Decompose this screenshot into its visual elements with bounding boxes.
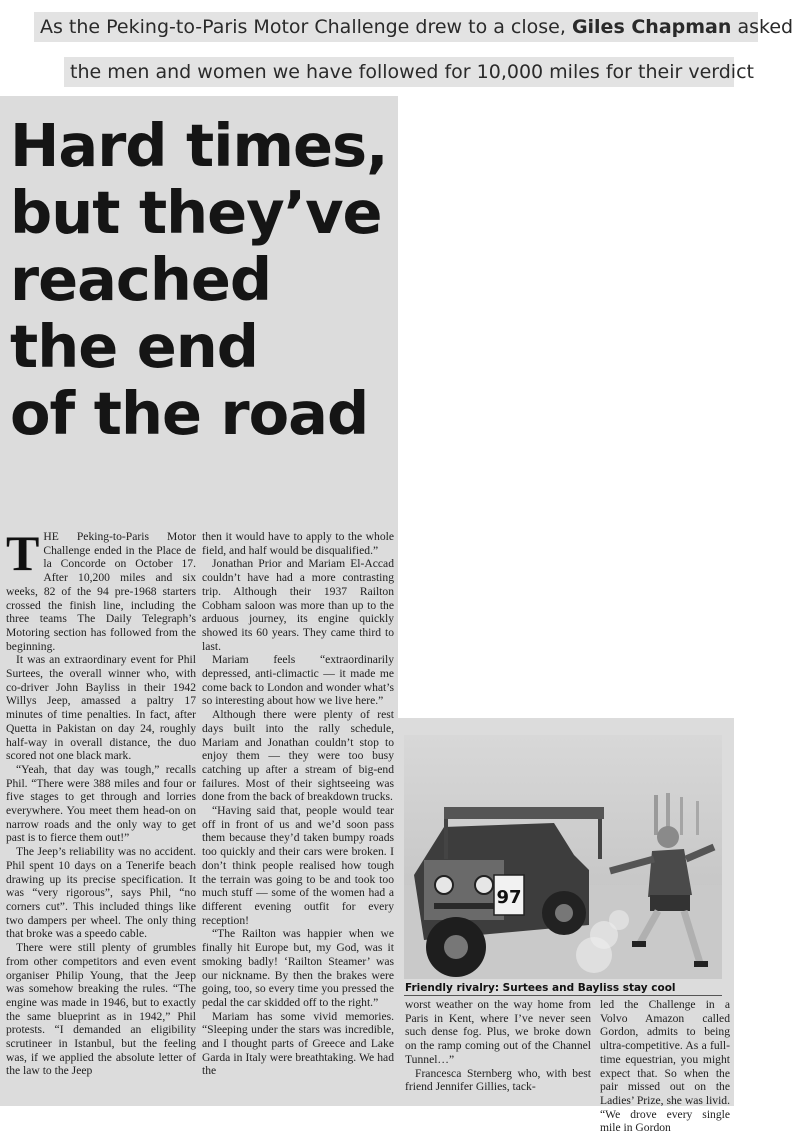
article-paragraph: worst weather on the way home from Paris in Kent, where I’ve never seen such dense fog. Plus, we broke down on the ramp coming out of the Channel Tunnel…” bbox=[405, 998, 591, 1066]
byline-author: Giles Chapman bbox=[571, 16, 732, 38]
car-number: 97 bbox=[496, 887, 522, 908]
jeep-photo-illustration bbox=[404, 735, 722, 979]
article-column-1 bbox=[6, 525, 196, 1100]
jeep-photo bbox=[404, 735, 722, 979]
strapline-trail: asked bbox=[731, 16, 794, 38]
drop-cap: T bbox=[6, 525, 40, 581]
photo-caption: Friendly rivalry: Surtees and Bayliss stay cool bbox=[405, 982, 676, 994]
headline-line: Hard times, bbox=[10, 111, 388, 180]
article-paragraph: There were still plenty of grumbles from other competitors and even event organiser Philip Young, that the Jeep was somehow breaking the rules. “The engine was made in 1946, but to exactly the same blueprint as in 1942,” Phil protests. “I demanded an eligibility scrutineer in Istanbul, but the feeling was, if we applied the absolute letter of the law to the Jeep bbox=[6, 941, 196, 1078]
article-paragraph: then it would have to apply to the whole field, and half would be disqualified.” bbox=[202, 530, 394, 557]
strapline-lead: As the Peking-to-Paris Motor Challenge drew to a close, bbox=[40, 16, 572, 38]
article-paragraph: “The Railton was happier when we finally hit Europe but, my God, was it smoking badly! ‘Railton Steamer’ was our nickname. By then the brakes were going, too, so every time you pressed the pedal the car skidded off to the right.” bbox=[202, 927, 394, 1009]
article-paragraph: Mariam feels “extraordinarily depressed, anti-climactic — it made me come back to London and wonder what’s so interesting about how we live here.” bbox=[202, 653, 394, 708]
article-paragraph: THE Peking-to-Paris Motor Challenge ended in the Place de la Concorde on October 17. After 10,200 miles and six weeks, 82 of the 94 pre-1968 starters crossed the finish line, including the three teams The Daily Telegraph’s Motoring section has followed from the beginning. bbox=[6, 525, 196, 653]
article-paragraph: Francesca Sternberg who, with best friend Jennifer Gillies, tack- bbox=[405, 1066, 591, 1094]
article-paragraph: Although there were plenty of rest days built into the rally schedule, Mariam and Jonathan couldn’t stop to enjoy them — they were too busy catching up after a stream of big-end failures. Most of their sightseeing was done from the back of breakdown trucks. bbox=[202, 708, 394, 804]
article-paragraph: Jonathan Prior and Mariam El-Accad couldn’t have had a more contrasting trip. Although their 1937 Railton Cobham saloon was more than up to the arduous journey, its engine quickly showed its 60 years. They came third to last. bbox=[202, 557, 394, 653]
article-paragraph: The Jeep’s reliability was no accident. Phil spent 10 days on a Tenerife beach drawing up its precise specification. It was “very rigorous”, says Phil, “no corners cut”. This included things like two dampers per wheel. The only thing that broke was a speedo cable. bbox=[6, 845, 196, 941]
article-paragraph: “Yeah, that day was tough,” recalls Phil. “There were 388 miles and four or five stages to get through and lorries everywhere. You meet them head-on on narrow roads and the only way to get past is to fierce them out!” bbox=[6, 762, 196, 845]
article-paragraph: “Having said that, people would tear off in front of us and we’d soon pass them because they’d taken bumpy roads too quickly and their cars were broken. I don’t think people realised how tough the terrain was going to be and took too much stuff — some of the women had a different evening outfit for every reception! bbox=[202, 804, 394, 927]
strapline-line-1 bbox=[34, 12, 794, 42]
article-paragraph: led the Challenge in a Volvo Amazon called Gordon, admits to being ultra-competitive. As a full-time equestrian, you might expect that. So when the pair missed out on the Ladies’ Prize, she was livid. “We drove every single mile in Gordon bbox=[600, 998, 730, 1135]
article-column-3 bbox=[405, 998, 591, 1102]
headline-line: the end bbox=[10, 312, 259, 381]
headline-line: reached bbox=[10, 245, 272, 314]
caption-rule bbox=[404, 995, 722, 996]
strapline-line-2: the men and women we have followed for 10,000 miles for their verdict bbox=[64, 57, 734, 87]
headline bbox=[10, 112, 400, 447]
article-paragraph: Mariam has some vivid memories. “Sleeping under the stars was incredible, and I thought parts of Greece and Lake Garda in Italy were breathtaking. We had the bbox=[202, 1009, 394, 1078]
article-column-4 bbox=[600, 998, 730, 1135]
article-column-2 bbox=[202, 530, 394, 1100]
article-paragraph: It was an extraordinary event for Phil Surtees, the overall winner who, with co-driver John Bayliss in their 1942 Willys Jeep, amassed a paltry 17 minutes of time penalties. In fact, after Quetta in Pakistan on day 24, roughly half-way in overall distance, the duo scored not one black mark. bbox=[6, 653, 196, 763]
headline-line: of the road bbox=[10, 379, 369, 448]
headline-line: but they’ve bbox=[10, 178, 382, 247]
